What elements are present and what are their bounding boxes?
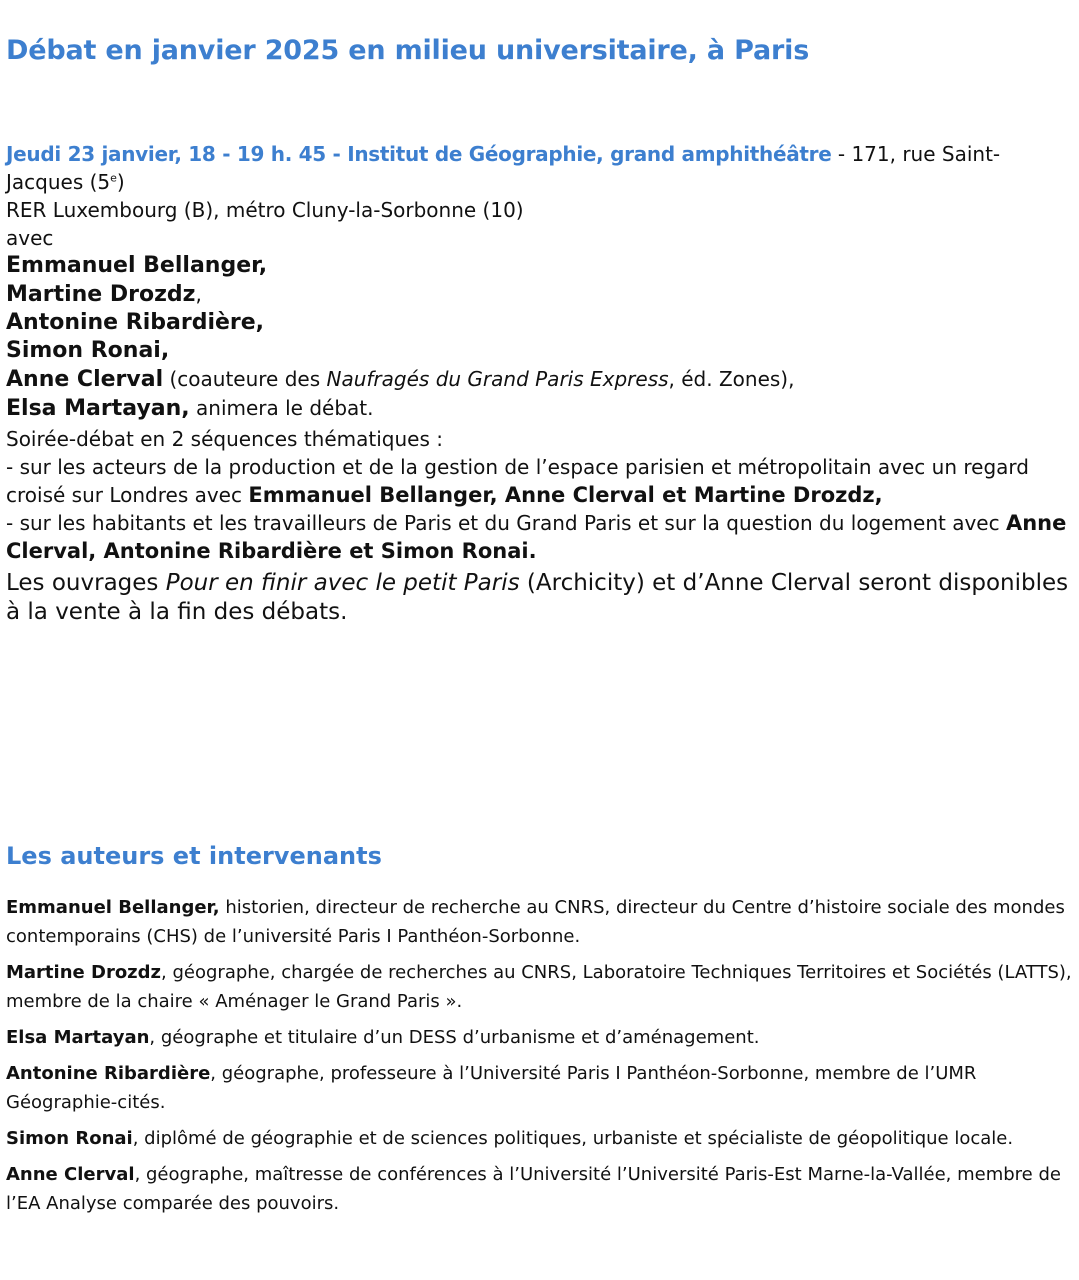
- program-intro: Soirée-débat en 2 séquences thématiques :: [6, 427, 443, 451]
- program-sequence-1: [6, 453, 1074, 509]
- author-bio: [6, 1023, 1074, 1052]
- book-title: Pour en finir avec le petit Paris: [165, 570, 520, 596]
- sequence-names: Anne Clerval, Antonine Ribardière et Simon Ronai.: [6, 511, 1067, 563]
- author-bio: [6, 958, 1074, 1016]
- author-name: Anne Clerval: [6, 1164, 135, 1185]
- author-description: , géographe, professeure à l’Université Paris I Panthéon-Sorbonne, membre de l’UMR Géographie-cités.: [6, 1063, 977, 1113]
- authors-heading: Les auteurs et intervenants: [6, 842, 382, 870]
- author-name: Martine Drozdz: [6, 962, 162, 983]
- event-address-end: ): [116, 170, 125, 194]
- event-when: Jeudi 23 janvier, 18 - 19 h. 45 - Institut de Géographie, grand amphithéâtre: [6, 142, 832, 166]
- event-when-address: [6, 140, 1074, 196]
- author-bio: [6, 1160, 1074, 1218]
- event-transport: RER Luxembourg (B), métro Cluny-la-Sorbonne (10): [6, 198, 524, 222]
- book-title: Naufragés du Grand Paris Express: [326, 367, 669, 391]
- event-avec: avec: [6, 226, 54, 250]
- speaker-list: [6, 252, 1074, 423]
- event-address-sup: e: [110, 171, 117, 185]
- speaker-note: ,: [195, 282, 202, 306]
- books-text: (Archicity) et d’Anne Clerval seront disponibles à la vente à la fin des débats.: [6, 570, 1069, 625]
- author-name: Elsa Martayan: [6, 1027, 150, 1048]
- speaker-name: Martine Drozdz: [6, 282, 196, 307]
- author-description: historien, directeur de recherche au CNRS, directeur du Centre d’histoire sociale des mondes contemporains (CHS) de l’université Paris I Panthéon-Sorbonne.: [6, 897, 1065, 947]
- author-name: Emmanuel Bellanger,: [6, 897, 220, 918]
- author-name: Antonine Ribardière: [6, 1063, 211, 1084]
- author-description: , géographe, chargée de recherches au CNRS, Laboratoire Techniques Territoires et Sociétés (LATTS), membre de la chaire « Aménager le Grand Paris ».: [6, 962, 1072, 1012]
- author-bio: [6, 1059, 1074, 1117]
- author-description: , diplômé de géographie et de sciences politiques, urbaniste et spécialiste de géopolitique locale.: [132, 1128, 1014, 1149]
- speaker-note: animera le débat.: [189, 396, 374, 420]
- sequence-text: - sur les habitants et les travailleurs de Paris et du Grand Paris et sur la question du logement avec: [6, 511, 1006, 535]
- speaker-name: Elsa Martayan,: [6, 396, 190, 421]
- books-text: Les ouvrages: [6, 570, 166, 596]
- speaker-name: Emmanuel Bellanger,: [6, 253, 268, 278]
- authors-list: [6, 893, 1074, 1225]
- program-sequence-2: [6, 509, 1074, 565]
- sequence-names: Emmanuel Bellanger, Anne Clerval et Martine Drozdz,: [248, 483, 883, 507]
- author-bio: [6, 893, 1074, 951]
- author-description: , géographe, maîtresse de conférences à l’Université l’Université Paris-Est Marne-la-Vallée, membre de l’EA Analyse comparée des pouvoirs.: [6, 1164, 1061, 1214]
- books-note: [6, 569, 1074, 627]
- event-section: [6, 140, 1074, 627]
- author-name: Simon Ronai: [6, 1128, 133, 1149]
- speaker-note: (coauteure des: [163, 367, 327, 391]
- page-title: Débat en janvier 2025 en milieu universitaire, à Paris: [6, 35, 810, 66]
- author-description: , géographe et titulaire d’un DESS d’urbanisme et d’aménagement.: [149, 1027, 760, 1048]
- speaker-note: , éd. Zones),: [668, 367, 795, 391]
- speaker-name: Anne Clerval: [6, 367, 164, 392]
- event-address: - 171, rue Saint-Jacques (5: [6, 142, 1001, 194]
- sequence-text: - sur les acteurs de la production et de la gestion de l’espace parisien et métropolitain avec un regard croisé sur Londres avec: [6, 455, 1029, 507]
- speaker-name: Antonine Ribardière,: [6, 310, 265, 335]
- speaker-name: Simon Ronai,: [6, 338, 170, 363]
- author-bio: [6, 1124, 1074, 1153]
